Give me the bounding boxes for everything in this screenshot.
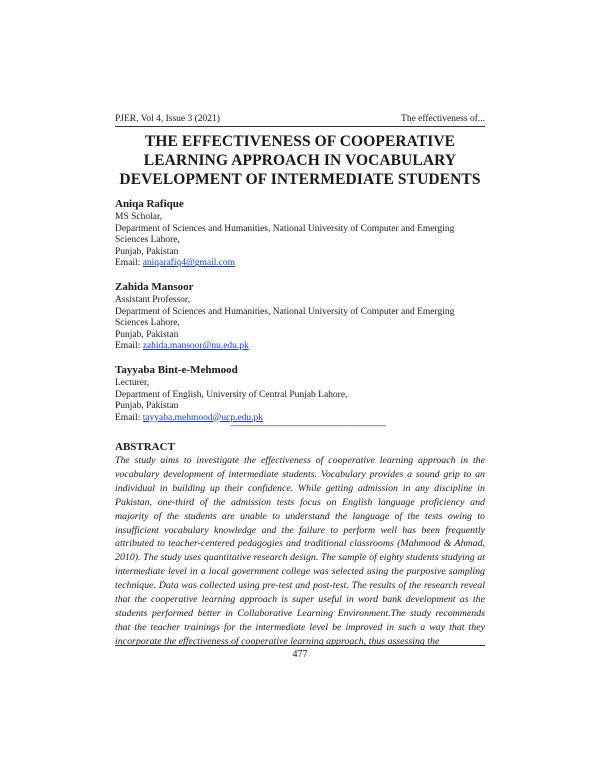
- short-title: The effectiveness of...: [401, 114, 485, 124]
- author-name: Zahida Mansoor: [115, 280, 194, 293]
- journal-citation: PJER, Vol 4, Issue 3 (2021): [115, 114, 220, 124]
- email-label: Email:: [115, 341, 143, 352]
- author-name: Tayyaba Bint-e-Mehmood: [115, 363, 238, 376]
- author-affiliation: Department of Sciences and Humanities, National University of Computer and Emerging: [115, 306, 455, 317]
- author-position: Lecturer,: [115, 377, 150, 388]
- abstract-text: The study aims to investigate the effectiveness of cooperative learning approach in the vocabulary development of intermediate students. Vocabulary provides a sound grip to an individual in building up their confidence. While getting admission in any discipline in Pakistan, one-third of the admission tests focus on English language proficiency and majority of the students are unable to understand the language of the tests owing to insufficient vocabulary knowledge and the failure to perform well has been frequently attributed to teacher-centered pedagogies and traditional classrooms (Mahmood & Ahmad, 2010). The study uses quantitative research design. The sample of eighty students studying at intermediate level in a local government college was selected using the purposive sampling technique. Data was collected using pre-test and post-test. The results of the research reveal that the cooperative learning approach is super useful in word bank development as the students performed better in Collaborative Learning Environment.The study recommends that the teacher trainings for the intermediate level be improved in such a way that they incorporate the effectiveness of cooperative learning approach, thus assessing the: [115, 455, 485, 647]
- email-label: Email:: [115, 412, 143, 423]
- title-line: THE EFFECTIVENESS OF COOPERATIVE: [144, 133, 456, 150]
- author-block: [115, 198, 485, 270]
- author-email-link[interactable]: tayyaba.mehmood@ucp.edu.pk: [142, 412, 264, 423]
- author-name: Aniqa Rafique: [115, 198, 184, 210]
- running-header: [115, 113, 485, 127]
- author-location: Punjab, Pakistan: [115, 329, 179, 340]
- author-email-line: [115, 258, 485, 270]
- author-affiliation: Sciences Lahore,: [115, 318, 180, 329]
- author-block: [115, 281, 485, 353]
- author-email-line: [115, 341, 485, 353]
- author-affiliation: Sciences Lahore,: [115, 235, 180, 246]
- author-affiliation: Department of English, University of Central Punjab Lahore,: [115, 389, 348, 400]
- section-separator: ------------------------------------------------------------------------: [230, 421, 386, 430]
- title-line: DEVELOPMENT OF INTERMEDIATE STUDENTS: [119, 171, 481, 188]
- paper-title: [115, 132, 485, 189]
- author-list: [115, 198, 485, 435]
- author-email-link[interactable]: aniqarafiq4@gmail.com: [142, 258, 236, 269]
- author-location: Punjab, Pakistan: [115, 246, 179, 257]
- author-block: [115, 364, 485, 424]
- author-location: Punjab, Pakistan: [115, 401, 179, 412]
- author-position: MS Scholar,: [115, 212, 163, 222]
- email-label: Email:: [115, 258, 143, 269]
- abstract-heading: ABSTRACT: [115, 441, 175, 453]
- author-position: Assistant Professor,: [115, 294, 191, 305]
- title-line: LEARNING APPROACH IN VOCABULARY: [143, 152, 457, 169]
- author-affiliation: Department of Sciences and Humanities, National University of Computer and Emerging: [115, 223, 455, 234]
- author-email-link[interactable]: zahida.mansoor@nu.edu.pk: [142, 341, 249, 352]
- page-number: 477: [292, 649, 308, 660]
- footer-rule: [115, 645, 485, 646]
